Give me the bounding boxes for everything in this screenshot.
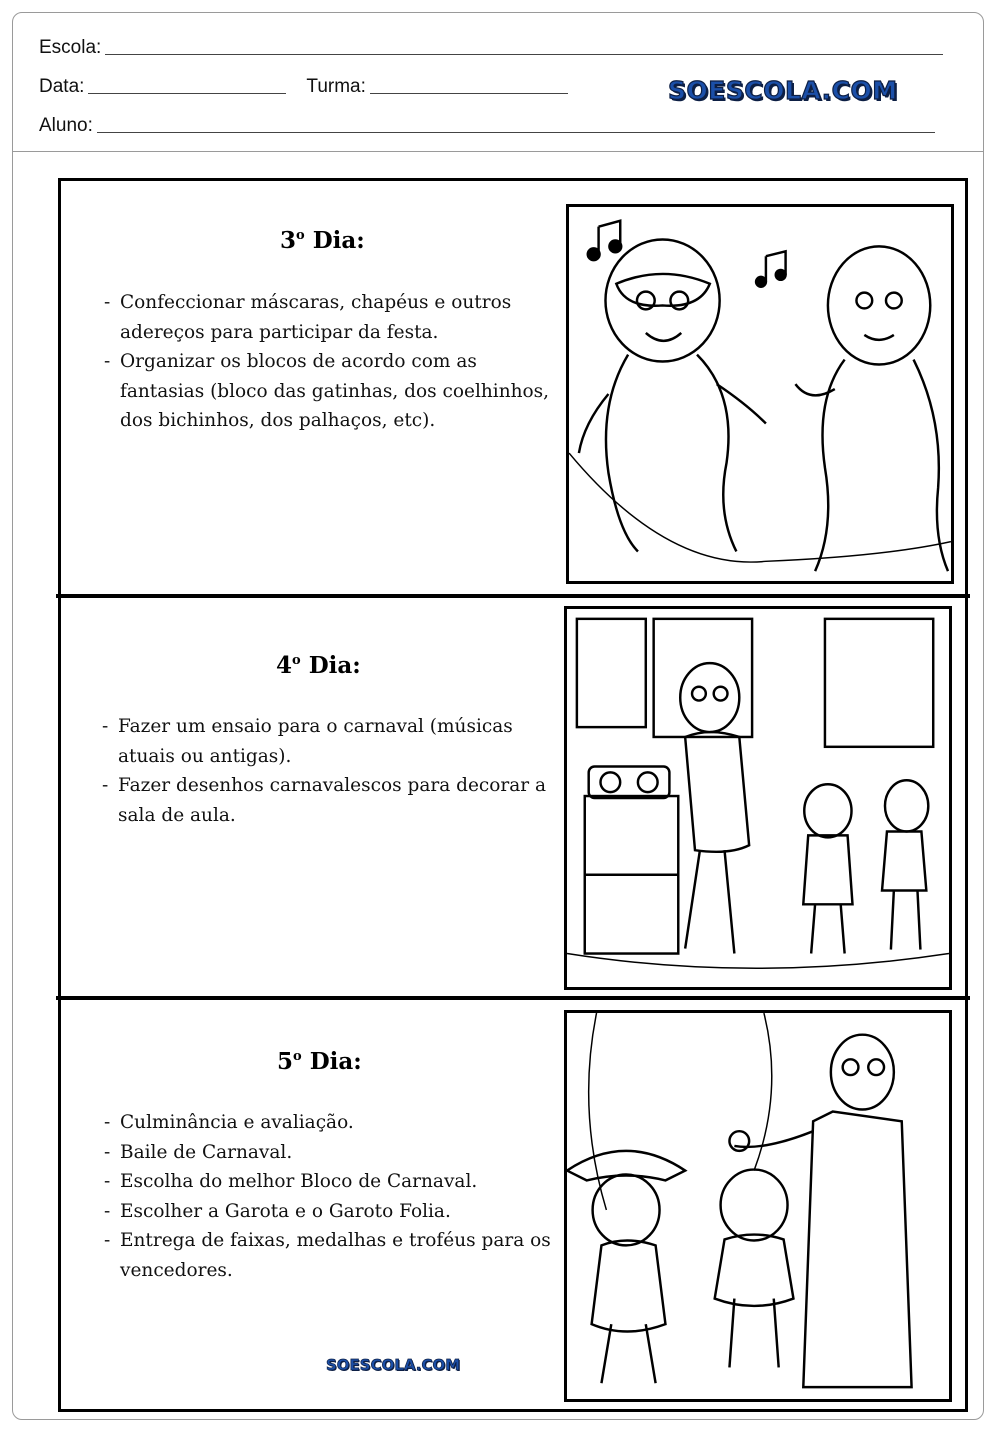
list-item: - Organizar os blocos de acordo com as fantasias (bloco das gatinhas, dos coelhinhos, dos bichinhos, dos palhaços, etc).	[102, 347, 554, 436]
section-divider-1	[56, 594, 970, 598]
list-item: - Escolha do melhor Bloco de Carnaval.	[102, 1167, 554, 1197]
day3-activity-list	[102, 288, 554, 436]
date-label: Data:	[39, 76, 85, 97]
illustration-teacher-radio	[564, 606, 952, 990]
student-label: Aluno:	[39, 115, 93, 136]
list-item: - Entrega de faixas, medalhas e troféus para os vencedores.	[102, 1226, 554, 1285]
section-title-day4: 4$^o$ Dia:	[276, 652, 361, 679]
student-line[interactable]	[97, 131, 935, 133]
list-item: - Fazer um ensaio para o carnaval (músicas atuais ou antigas).	[100, 712, 552, 771]
student-row	[39, 115, 935, 137]
footer-logo: SOESCOLA.COM	[326, 1356, 461, 1374]
worksheet-header	[13, 13, 983, 152]
list-item: - Baile de Carnaval.	[102, 1138, 554, 1168]
date-row	[39, 76, 568, 98]
school-row	[39, 37, 943, 59]
list-item: - Fazer desenhos carnavalescos para decorar a sala de aula.	[100, 771, 552, 830]
class-line[interactable]	[370, 92, 568, 94]
day5-activity-list	[102, 1108, 554, 1285]
section-divider-2	[56, 996, 970, 1000]
date-line[interactable]	[88, 92, 286, 94]
section-title-day3: 3$^o$ Dia:	[280, 227, 365, 254]
site-logo: SOESCOLA.COM	[668, 76, 898, 105]
school-label: Escola:	[39, 37, 102, 58]
school-line[interactable]	[105, 53, 943, 55]
day4-activity-list	[100, 712, 552, 830]
list-item: - Escolher a Garota e o Garoto Folia.	[102, 1197, 554, 1227]
section-title-day5: 5$^o$ Dia:	[277, 1048, 362, 1075]
class-label: Turma:	[306, 76, 366, 97]
list-item: - Confeccionar máscaras, chapéus e outros adereços para participar da festa.	[102, 288, 554, 347]
illustration-medal-award	[564, 1010, 952, 1402]
list-item: - Culminância e avaliação.	[102, 1108, 554, 1138]
illustration-children-dancing	[566, 204, 954, 584]
